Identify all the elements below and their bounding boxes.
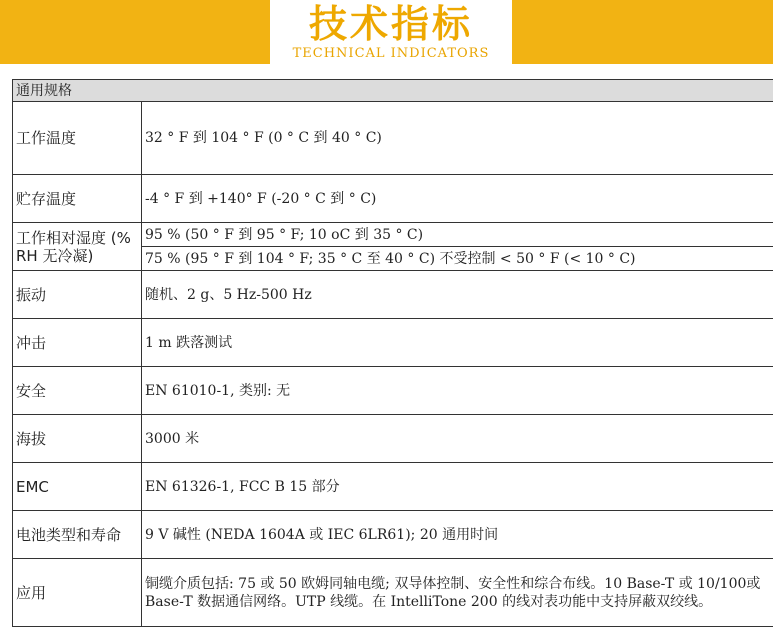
row-value-safety: EN 61010-1, 类别: 无 [142, 367, 773, 415]
row-value-emc: EN 61326-1, FCC B 15 部分 [142, 463, 773, 511]
row-label-altitude: 海拔 [13, 415, 142, 463]
page-title: 技术指标 [308, 2, 473, 46]
row-label-vibration: 振动 [13, 271, 142, 319]
table-row [13, 367, 773, 415]
table-row [13, 223, 773, 247]
table-row [13, 175, 773, 223]
table-row [13, 415, 773, 463]
row-value-shock: 1 m 跌落测试 [142, 319, 773, 367]
table-row [13, 511, 773, 559]
banner-bar-right [512, 0, 773, 64]
page-subtitle: TECHNICAL INDICATORS [292, 46, 490, 61]
table-row [13, 559, 773, 627]
row-label-shock: 冲击 [13, 319, 142, 367]
table-row [13, 271, 773, 319]
spec-table [12, 79, 773, 627]
row-value-humidity-1: 95 % (50 ° F 到 95 ° F; 10 oC 到 35 ° C) [142, 223, 773, 247]
section-title: 通用规格 [13, 80, 773, 102]
row-value-battery: 9 V 碱性 (NEDA 1604A 或 IEC 6LR61); 20 通用时间 [142, 511, 773, 559]
row-value-storage-temp: -4 ° F 到 +140° F (-20 ° C 到 ° C) [142, 175, 773, 223]
row-label-application: 应用 [13, 559, 142, 627]
row-label-safety: 安全 [13, 367, 142, 415]
table-row [13, 463, 773, 511]
row-value-application: 铜缆介质包括: 75 或 50 欧姆同轴电缆; 双导体控制、安全性和综合布线。10 Base-T 或 10/100或 Base-T 数据通信网络。UTP 线缆。在 IntelliTone 200 的线对表功能中支持屏蔽双绞线。 [142, 559, 773, 627]
banner-bar-left [0, 0, 270, 64]
header-banner [0, 0, 773, 64]
row-value-humidity-2: 75 % (95 ° F 到 104 ° F; 35 ° C 至 40 ° C) 不受控制 < 50 ° F (< 10 ° C) [142, 247, 773, 271]
section-header-row [13, 80, 773, 102]
row-label-humidity: 工作相对湿度 (% RH 无冷凝) [13, 223, 142, 271]
table-row [13, 319, 773, 367]
row-label-storage-temp: 贮存温度 [13, 175, 142, 223]
row-value-vibration: 随机、2 g、5 Hz-500 Hz [142, 271, 773, 319]
row-label-emc: EMC [13, 463, 142, 511]
row-label-battery: 电池类型和寿命 [13, 511, 142, 559]
row-value-op-temp: 32 ° F 到 104 ° F (0 ° C 到 40 ° C) [142, 102, 773, 175]
table-row [13, 102, 773, 175]
row-value-altitude: 3000 米 [142, 415, 773, 463]
row-label-op-temp: 工作温度 [13, 102, 142, 175]
